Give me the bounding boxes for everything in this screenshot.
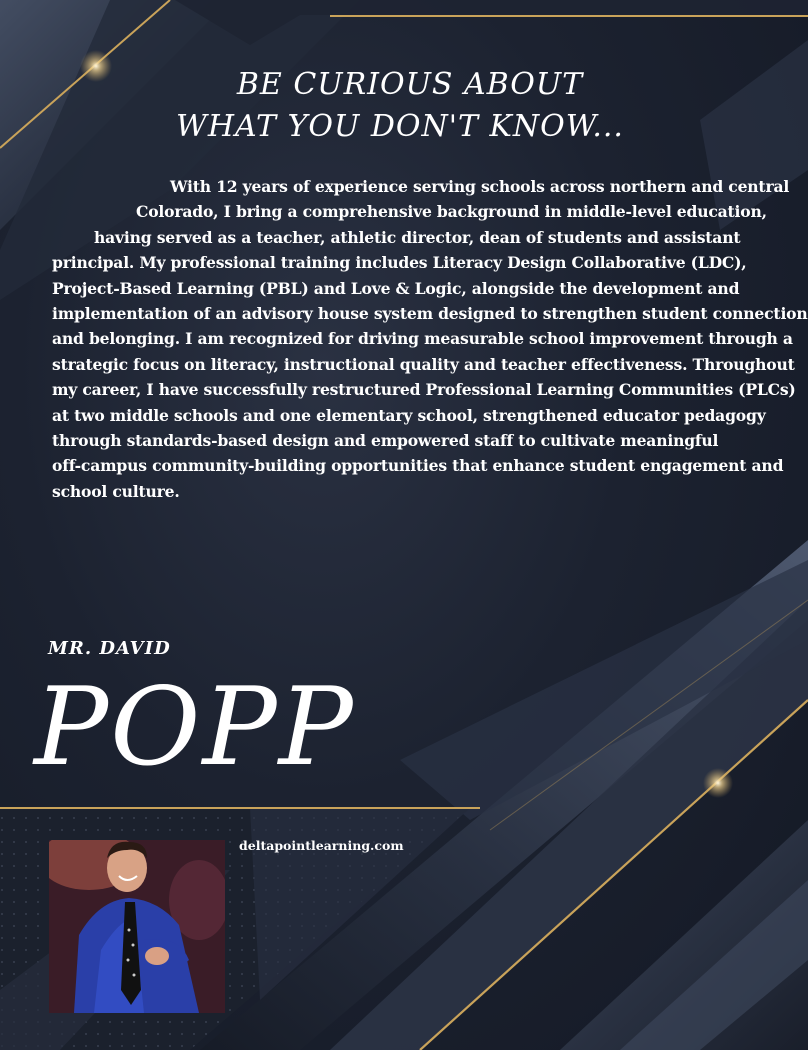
- bio-line: Colorado, I bring a comprehensive background in middle-level education,: [136, 202, 767, 222]
- headline-line-2: WHAT YOU DON'T KNOW...: [176, 109, 624, 144]
- name-prefix: MR. DAVID: [48, 638, 171, 659]
- bio-line: principal. My professional training includes Literacy Design Collaborative (LDC),: [52, 253, 747, 273]
- headline-line-1: BE CURIOUS ABOUT: [236, 67, 584, 102]
- bio-line: and belonging. I am recognized for driving measurable school improvement through a: [52, 329, 793, 349]
- bio-line: strategic focus on literacy, instructional quality and teacher effectiveness. Throughout: [52, 354, 795, 374]
- bio-line: school culture.: [52, 481, 180, 501]
- bio-line: at two middle schools and one elementary school, strengthened educator pedagogy: [52, 405, 766, 425]
- bio-line: implementation of an advisory house system designed to strengthen student connection: [52, 304, 808, 324]
- website-link[interactable]: deltapointlearning.com: [239, 838, 404, 853]
- surname-heading: POPP: [34, 665, 355, 790]
- portrait-illustration: [49, 840, 225, 1013]
- bio-line: having served as a teacher, athletic director, dean of students and assistant: [94, 227, 741, 247]
- bio-line: Project-Based Learning (PBL) and Love & Logic, alongside the development and: [52, 278, 740, 298]
- bio-paragraph: [52, 174, 808, 504]
- bio-line: through standards-based design and empowered staff to cultivate meaningful: [52, 431, 719, 451]
- portrait-photo: [49, 840, 225, 1013]
- bio-line: my career, I have successfully restructured Professional Learning Communities (PLCs): [52, 380, 796, 400]
- bio-line: off-campus community-building opportunities that enhance student engagement and: [52, 456, 784, 476]
- bio-line: With 12 years of experience serving schools across northern and central: [170, 177, 790, 196]
